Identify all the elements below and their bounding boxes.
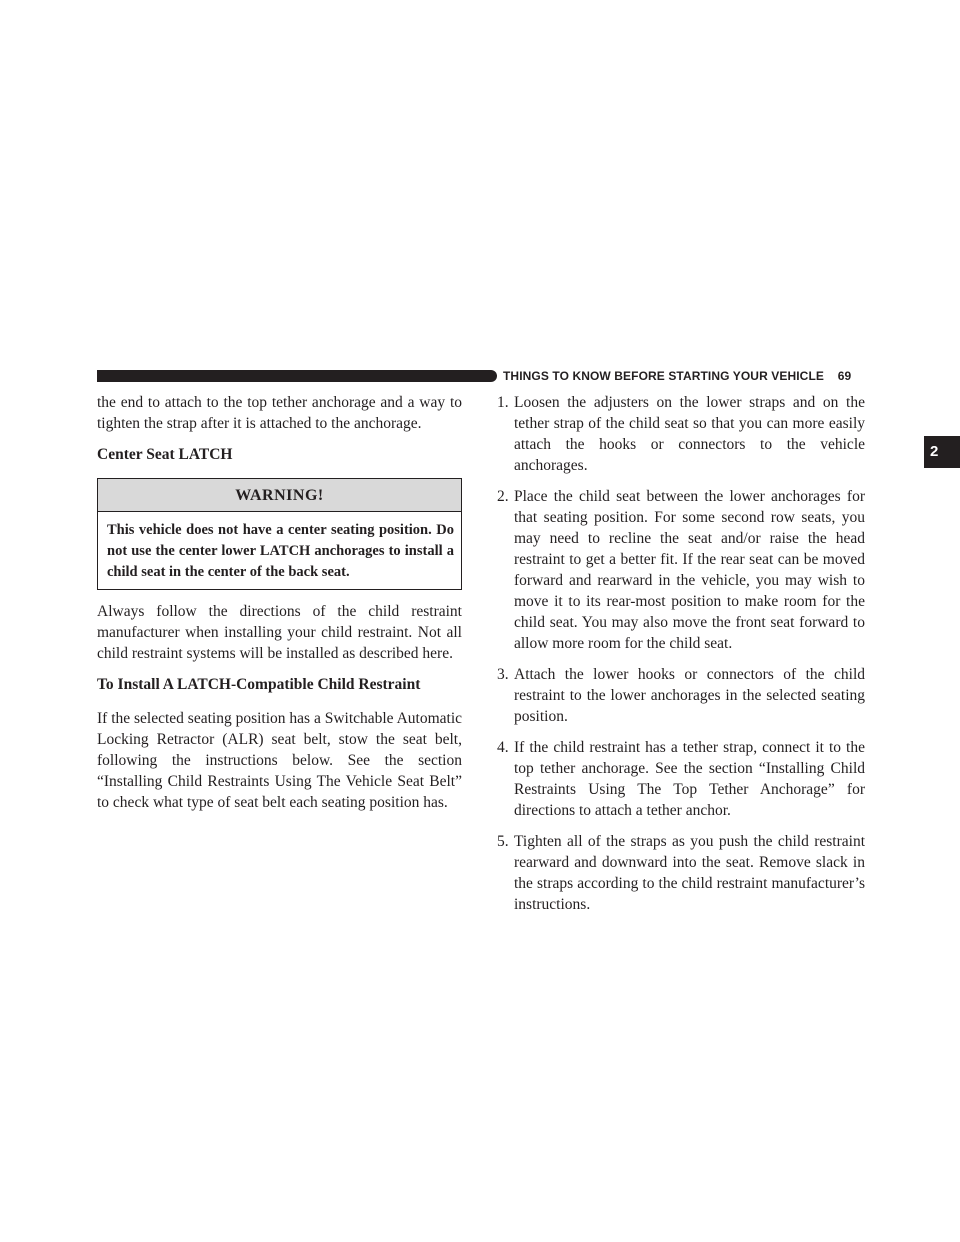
paragraph-selected-seating: If the selected seating position has a Switchable Automatic Locking Retractor (ALR) seat belt, stow the seat belt, following the instructions below. See the section “Installing Child Restraints Using The Vehicle Seat Belt” to check what type of seat belt each seating position has. bbox=[97, 710, 463, 811]
step-text: Place the child seat between the lower anchorages for that seating position. For some second row seats, you may need to recline the seat and/or raise the head restraint to get a better fit. If the rear seat can be moved forward and rearward in the vehicle, you may wish to move it to its rear-most position to make room for the child seat. You may also move the front seat forward to allow more room for the child seat. bbox=[514, 488, 865, 652]
warning-box bbox=[97, 478, 462, 590]
step-number: 4. bbox=[497, 739, 509, 756]
intro-paragraph: the end to attach to the top tether anchorage and a way to tighten the strap after it is attached to the anchorage. bbox=[97, 394, 462, 432]
step-text: If the child restraint has a tether strap, connect it to the top tether anchorage. See the section “Installing Child Restraints Using The Top Tether Anchorage” for directions to attach a tether anchor. bbox=[514, 739, 865, 819]
step-number: 2. bbox=[497, 488, 509, 505]
header-rule bbox=[97, 370, 497, 382]
paragraph-always-follow: Always follow the directions of the child restraint manufacturer when installing your child restraint. Not all child restraint systems will be installed as described here. bbox=[97, 603, 462, 662]
install-steps-list bbox=[497, 392, 865, 915]
step-number: 1. bbox=[497, 394, 509, 411]
chapter-tab: 2 bbox=[924, 436, 960, 468]
step-number: 5. bbox=[497, 833, 509, 850]
heading-install-latch: To Install A LATCH-Compatible Child Restraint bbox=[97, 676, 421, 693]
warning-title: WARNING! bbox=[98, 479, 461, 512]
list-item bbox=[497, 392, 865, 476]
list-item bbox=[497, 737, 865, 821]
list-item bbox=[497, 831, 865, 915]
list-item bbox=[497, 486, 865, 654]
heading-center-seat-latch: Center Seat LATCH bbox=[97, 446, 233, 463]
step-text: Attach the lower hooks or connectors of the child restraint to the lower anchorages in the selected seating position. bbox=[514, 666, 865, 725]
right-column bbox=[497, 392, 865, 925]
left-column bbox=[97, 392, 462, 823]
list-item bbox=[497, 664, 865, 727]
warning-text: This vehicle does not have a center seating position. Do not use the center lower LATCH anchorages to install a child seat in the center of the back seat. bbox=[107, 522, 454, 580]
step-text: Tighten all of the straps as you push the child restraint rearward and downward into the seat. Remove slack in the straps according to the child restraint manufacturer’s instructions. bbox=[514, 833, 865, 913]
step-number: 3. bbox=[497, 666, 509, 683]
step-text: Loosen the adjusters on the lower straps and on the tether strap of the child seat so that you can more easily attach the hooks or connectors to the vehicle anchorages. bbox=[514, 394, 865, 474]
running-header: THINGS TO KNOW BEFORE STARTING YOUR VEHICLE 69 bbox=[503, 369, 852, 383]
